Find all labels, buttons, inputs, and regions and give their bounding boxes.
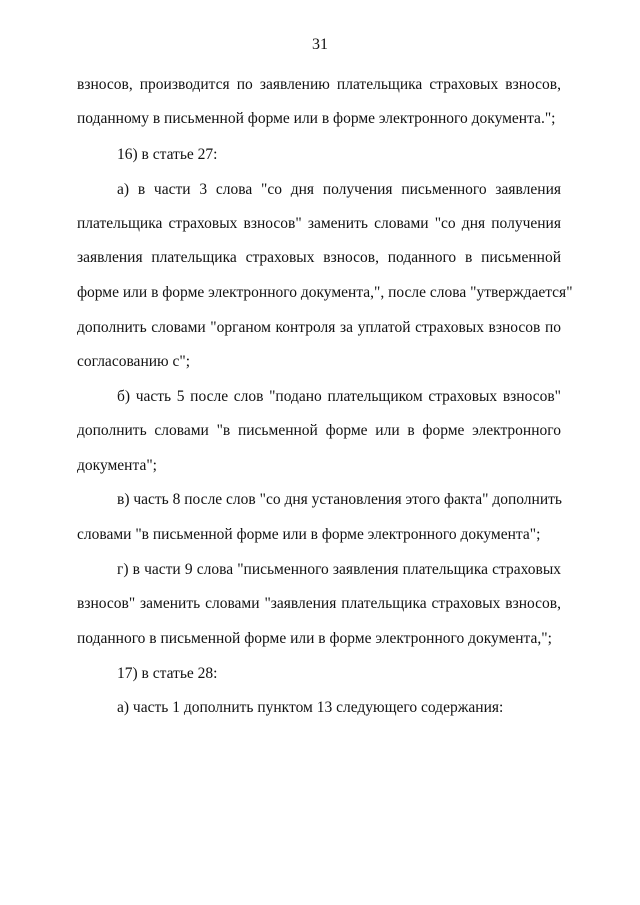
text-line: дополнить словами "органом контроля за уплатой страховых взносов по xyxy=(77,319,561,336)
text-line: документа"; xyxy=(77,457,157,474)
text-line: форме или в форме электронного документа,", после слова "утверждается" xyxy=(77,284,573,301)
text-line: поданному в письменной форме или в форме электронного документа."; xyxy=(77,110,556,127)
text-line: поданного в письменной форме или в форме электронного документа,"; xyxy=(77,630,552,647)
list-item-17: 17) в статье 28: xyxy=(117,665,218,682)
text-line: словами "в письменной форме или в форме электронного документа"; xyxy=(77,526,541,543)
text-line: дополнить словами "в письменной форме или в форме электронного xyxy=(77,422,561,439)
text-line: заявления плательщика страховых взносов, поданного в письменной xyxy=(77,249,561,266)
list-item-v: в) часть 8 после слов "со дня установления этого факта" дополнить xyxy=(117,491,562,508)
list-item-g: г) в части 9 слова "письменного заявления плательщика страховых xyxy=(117,561,561,578)
page-number: 31 xyxy=(312,36,328,53)
list-item-16: 16) в статье 27: xyxy=(117,146,218,163)
text-line: взносов" заменить словами "заявления плательщика страховых взносов, xyxy=(77,595,561,612)
list-item-a: а) в части 3 слова "со дня получения письменного заявления xyxy=(117,181,561,198)
text-line: взносов, производится по заявлению плательщика страховых взносов, xyxy=(77,76,561,93)
list-item-b: б) часть 5 после слов "подано плательщиком страховых взносов" xyxy=(117,388,561,405)
text-line: согласованию с"; xyxy=(77,353,190,370)
list-item-a: а) часть 1 дополнить пунктом 13 следующего содержания: xyxy=(117,699,504,716)
text-line: плательщика страховых взносов" заменить словами "со дня получения xyxy=(77,215,561,232)
